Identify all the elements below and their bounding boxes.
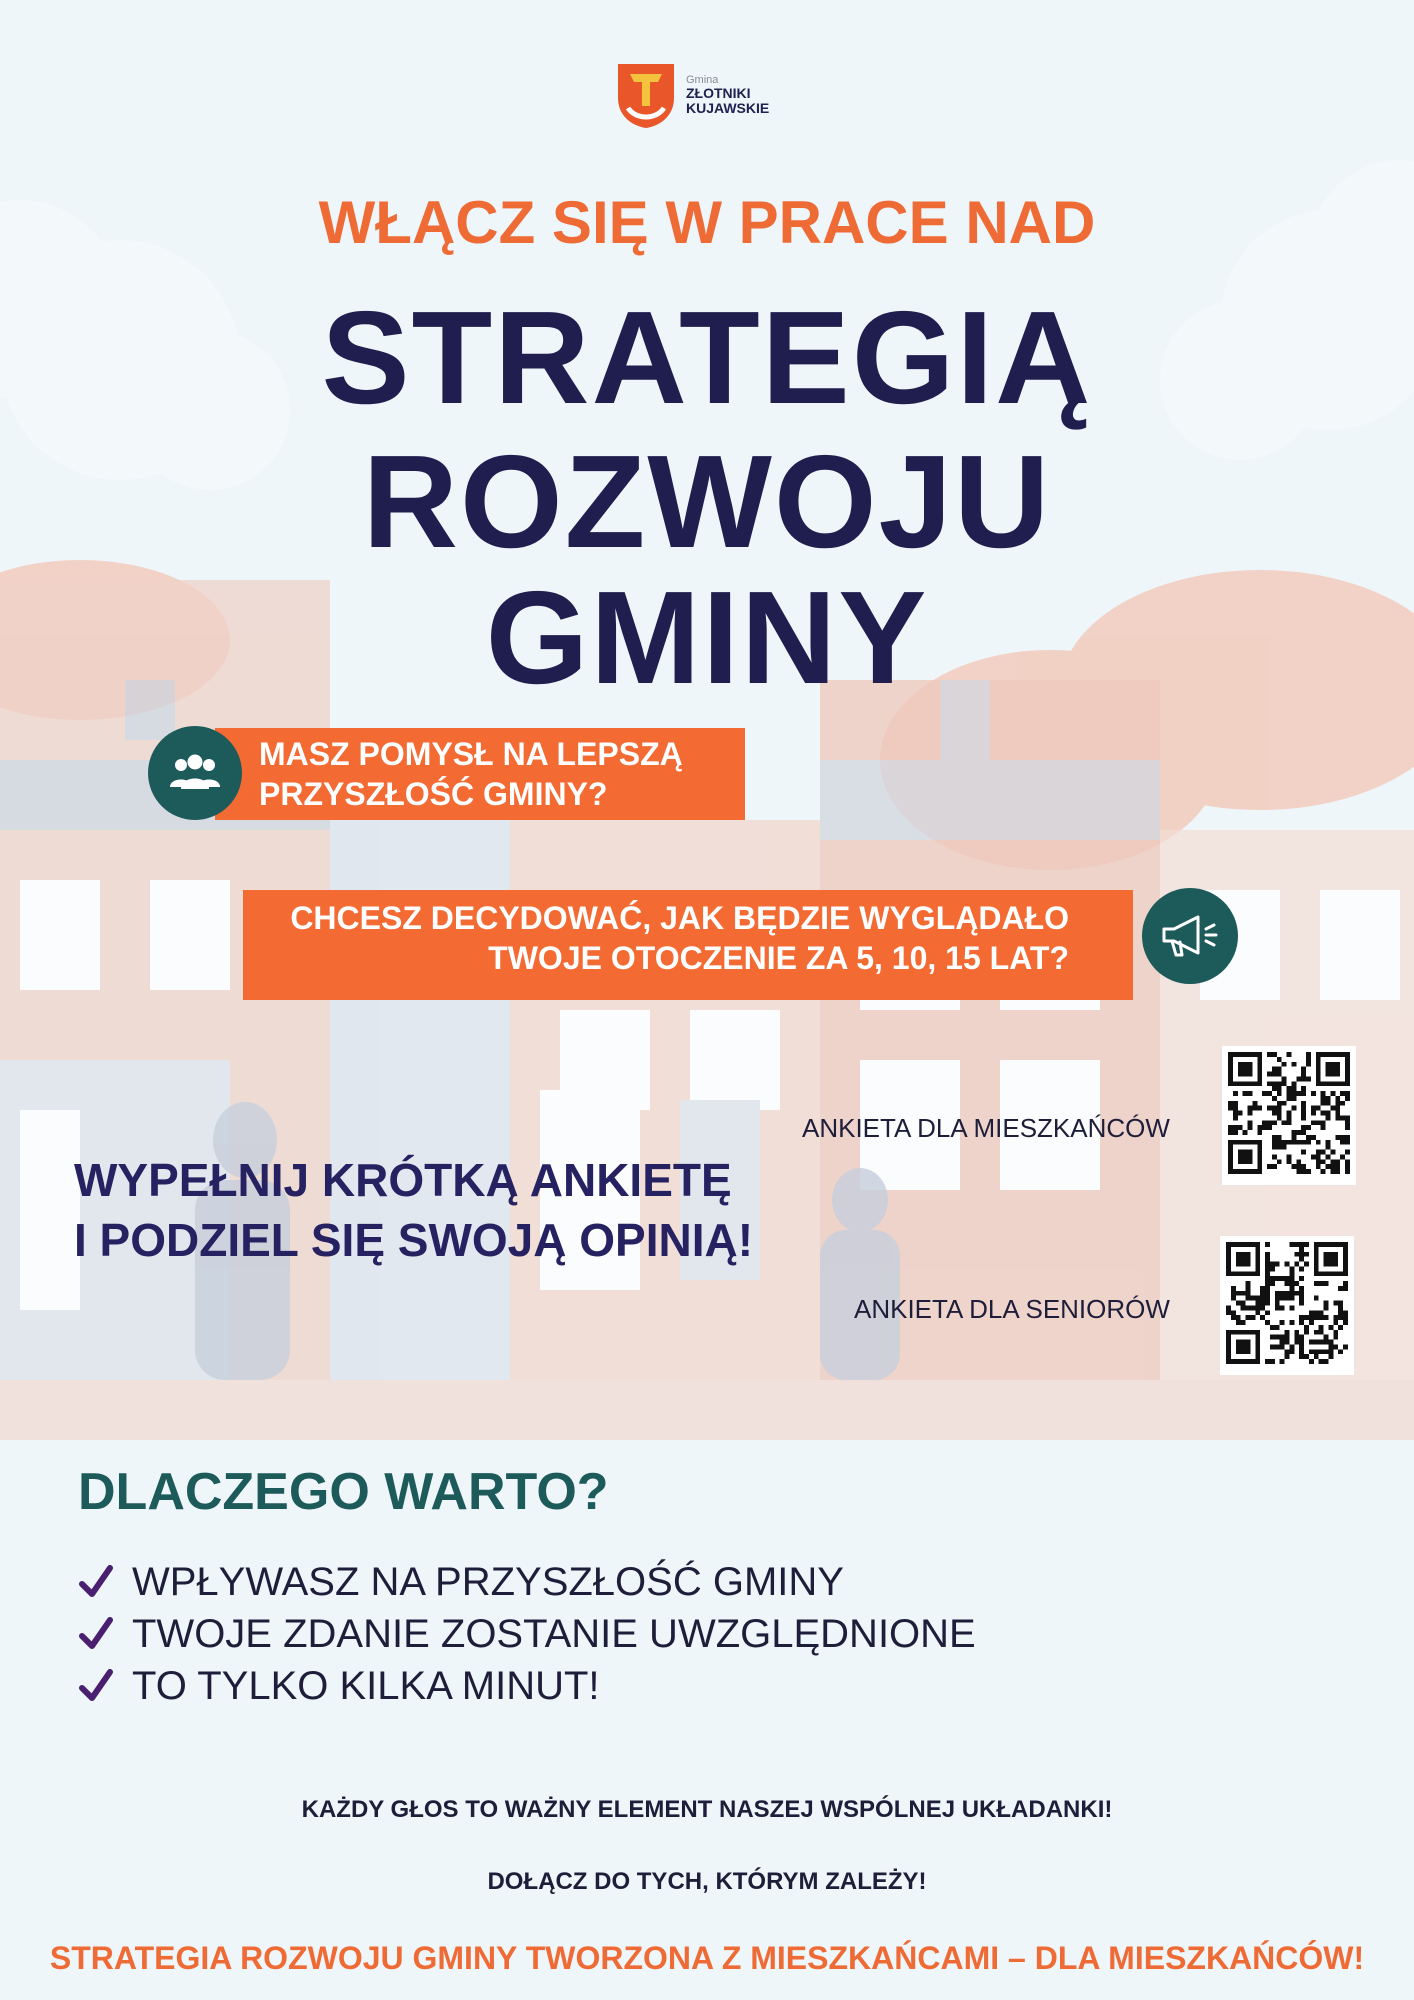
question-1-line-1: MASZ POMYSŁ NA LEPSZĄ [259,736,683,772]
title-line-3: GMINY [485,564,929,711]
benefit-text: TO TYLKO KILKA MINUT! [132,1663,600,1708]
logo-line-2: KUJAWSKIE [686,99,770,116]
list-item [78,1660,976,1712]
title-line-1: STRATEGIĄ [321,284,1093,431]
logo-line-1: ZŁOTNIKI [686,85,751,102]
why-heading: DLACZEGO WARTO? [78,1463,609,1521]
residents-survey-qr-code[interactable] [1222,1046,1356,1185]
question-2-line-1: CHCESZ DECYDOWAĆ, JAK BĘDZIE WYGLĄDAŁO [290,900,1069,936]
question-2-line-2: TWOJE OTOCZENIE ZA 5, 10, 15 LAT? [488,940,1069,976]
checkmark-icon [78,1564,114,1600]
question-1-line-2: PRZYSZŁOŚĆ GMINY? [259,776,608,812]
seniors-survey-qr-code[interactable] [1220,1236,1354,1375]
list-item [78,1556,976,1608]
megaphone-icon [1142,888,1238,984]
benefit-text: TWOJE ZDANIE ZOSTANIE UWZGLĘDNIONE [132,1611,976,1656]
subtitle: WŁĄCZ SIĘ W PRACE NAD [318,189,1096,256]
title-line-2: ROZWOJU [362,428,1052,575]
survey-call-text [74,1150,753,1270]
benefit-text: WPŁYWASZ NA PRZYSZŁOŚĆ GMINY [132,1559,844,1604]
question-banner-1 [215,728,745,820]
benefits-list [78,1556,976,1712]
footer-slogan: STRATEGIA ROZWOJU GMINY TWORZONA Z MIESZKAŃCAMI – DLA MIESZKAŃCÓW! [49,1940,1365,1976]
footer-line-2: DOŁĄCZ DO TYCH, KTÓRYM ZALEŻY! [487,1868,927,1895]
question-banner-2 [243,890,1133,1000]
logo-small-text: Gmina [686,73,719,86]
people-group-icon [148,726,242,820]
survey-call-line-1: WYPEŁNIJ KRÓTKĄ ANKIETĘ [74,1154,732,1206]
checkmark-icon [78,1616,114,1652]
coat-of-arms-icon [614,60,678,130]
survey-call-line-2: I PODZIEL SIĘ SWOJĄ OPINIĄ! [74,1214,754,1266]
checkmark-icon [78,1668,114,1704]
footer-line-1: KAŻDY GŁOS TO WAŻNY ELEMENT NASZEJ WSPÓLNEJ UKŁADANKI! [301,1796,1113,1823]
residents-survey-label: ANKIETA DLA MIESZKAŃCÓW [802,1113,1170,1143]
list-item [78,1608,976,1660]
municipality-logo [614,60,769,130]
seniors-survey-label: ANKIETA DLA SENIORÓW [854,1294,1170,1324]
